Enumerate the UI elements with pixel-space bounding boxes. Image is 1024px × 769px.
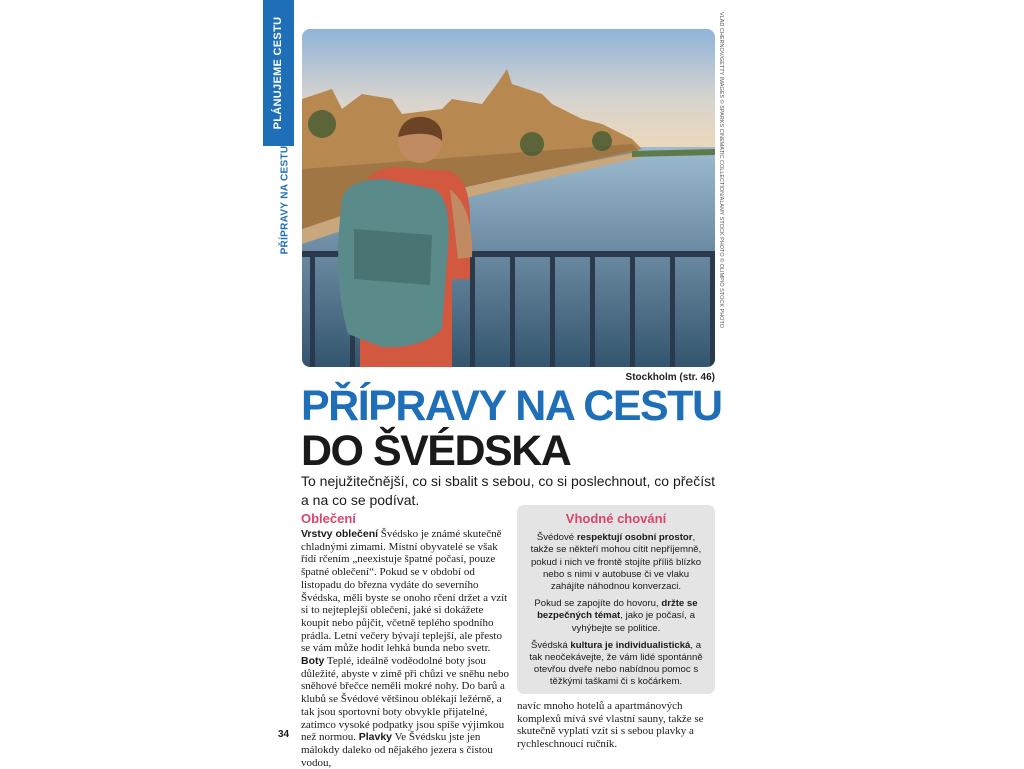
running-head: PŘÍPRAVY NA CESTU: [279, 145, 291, 255]
boots-text: Teplé, ideálně voděodolné boty jsou důležité, abyste v zimě při chůzi ve sněhu nebo sněhové břečce neměli mokré nohy. Do barů a klubů se Švédové většinou oblékají ležérně, a tak jsou sportovní boty obvykle přijatelné, zatímco vysoké podpatky jsou spíše výjimkou než normou.: [301, 655, 510, 744]
photo-caption: Stockholm (str. 46): [625, 372, 715, 383]
clothing-heading: Oblečení: [301, 511, 356, 526]
title-line-1: PŘÍPRAVY NA CESTU: [301, 382, 722, 430]
text-run: , jako je počasí, a vyhýbejte se politice.: [571, 610, 695, 634]
swimwear-text-start: Ve Švédsku jste jen málokdy daleko od nějakého jezera s čistou vodou,: [301, 731, 493, 769]
left-column: [301, 511, 511, 769]
chapter-tab-label: PLÁNUJEME CESTU: [272, 16, 284, 130]
bold-run: držte se bezpečných témat: [537, 598, 698, 622]
text-run: Švédská: [530, 639, 568, 651]
text-run: , takže se někteří mohou cítit nepříjemně, pokud i nich ve frontě stojíte příliš blízko nebo s nimi v autobuse či ve vlaku zahájíte náhodnou konverzaci.: [530, 532, 702, 593]
subtitle: To nejužitečnější, co si sbalit s sebou, co si poslechnout, co přečíst a na co se podívat.: [301, 473, 715, 508]
page-number: 34: [278, 729, 290, 740]
etiquette-paragraph-3: [525, 640, 707, 689]
text-run: Švédové: [536, 532, 575, 544]
text-run: , a tak neočekávejte, že vám lidé spontánně otevřou dveře nebo nabídnou pomoc s těžkými taškami či s kočárkem.: [529, 639, 703, 688]
title-line-2: DO ŠVÉDSKA: [301, 427, 571, 475]
bold-run: kultura je individualistická: [570, 639, 691, 651]
text-run: Pokud se zapojíte do hovoru,: [534, 598, 659, 610]
etiquette-box: [517, 505, 715, 694]
etiquette-paragraph-2: [525, 598, 707, 635]
etiquette-paragraph-1: [525, 532, 707, 593]
layers-text: Švédsko je známé skutečně chladnými zimami. Místní obyvatelé se však řídí rčením „neexistuje špatné počasí, pouze špatné oblečení“. Pokud se v období od listopadu do března vydáte do severního Švédska, měli byste se onoho rčení držet a vzít si to nejteplejší oblečení, jaké si dokážete koupit nebo půjčit, včetně teplého spodního prádla. Letní večery bývají teplejší, ale přesto se vám může hodit lehká bunda nebo svetr.: [301, 528, 508, 655]
etiquette-title: Vhodné chování: [565, 511, 667, 526]
boots-label: Boty: [301, 655, 325, 668]
layers-label: Vrstvy oblečení: [301, 528, 379, 540]
right-column: [517, 700, 717, 751]
bold-run: respektují osobní prostor: [576, 532, 693, 544]
photo-credit: VLAD CHERNOV/GETTY IMAGES © SPARKS CINEMATIC COLLECTION/ALAMY STOCK PHOTO © OLIMPIO STOCK PHOTO: [718, 12, 724, 328]
clothing-text: [301, 528, 511, 769]
swimwear-text-end: navíc mnoho hotelů a apartmánových komplexů mívá své vlastní sauny, takže se skutečně vyplatí vzít si s sebou plavky a rychleschnoucí ručník.: [517, 700, 704, 751]
hero-photo: [302, 29, 715, 367]
swimwear-label: Plavky: [358, 731, 393, 744]
